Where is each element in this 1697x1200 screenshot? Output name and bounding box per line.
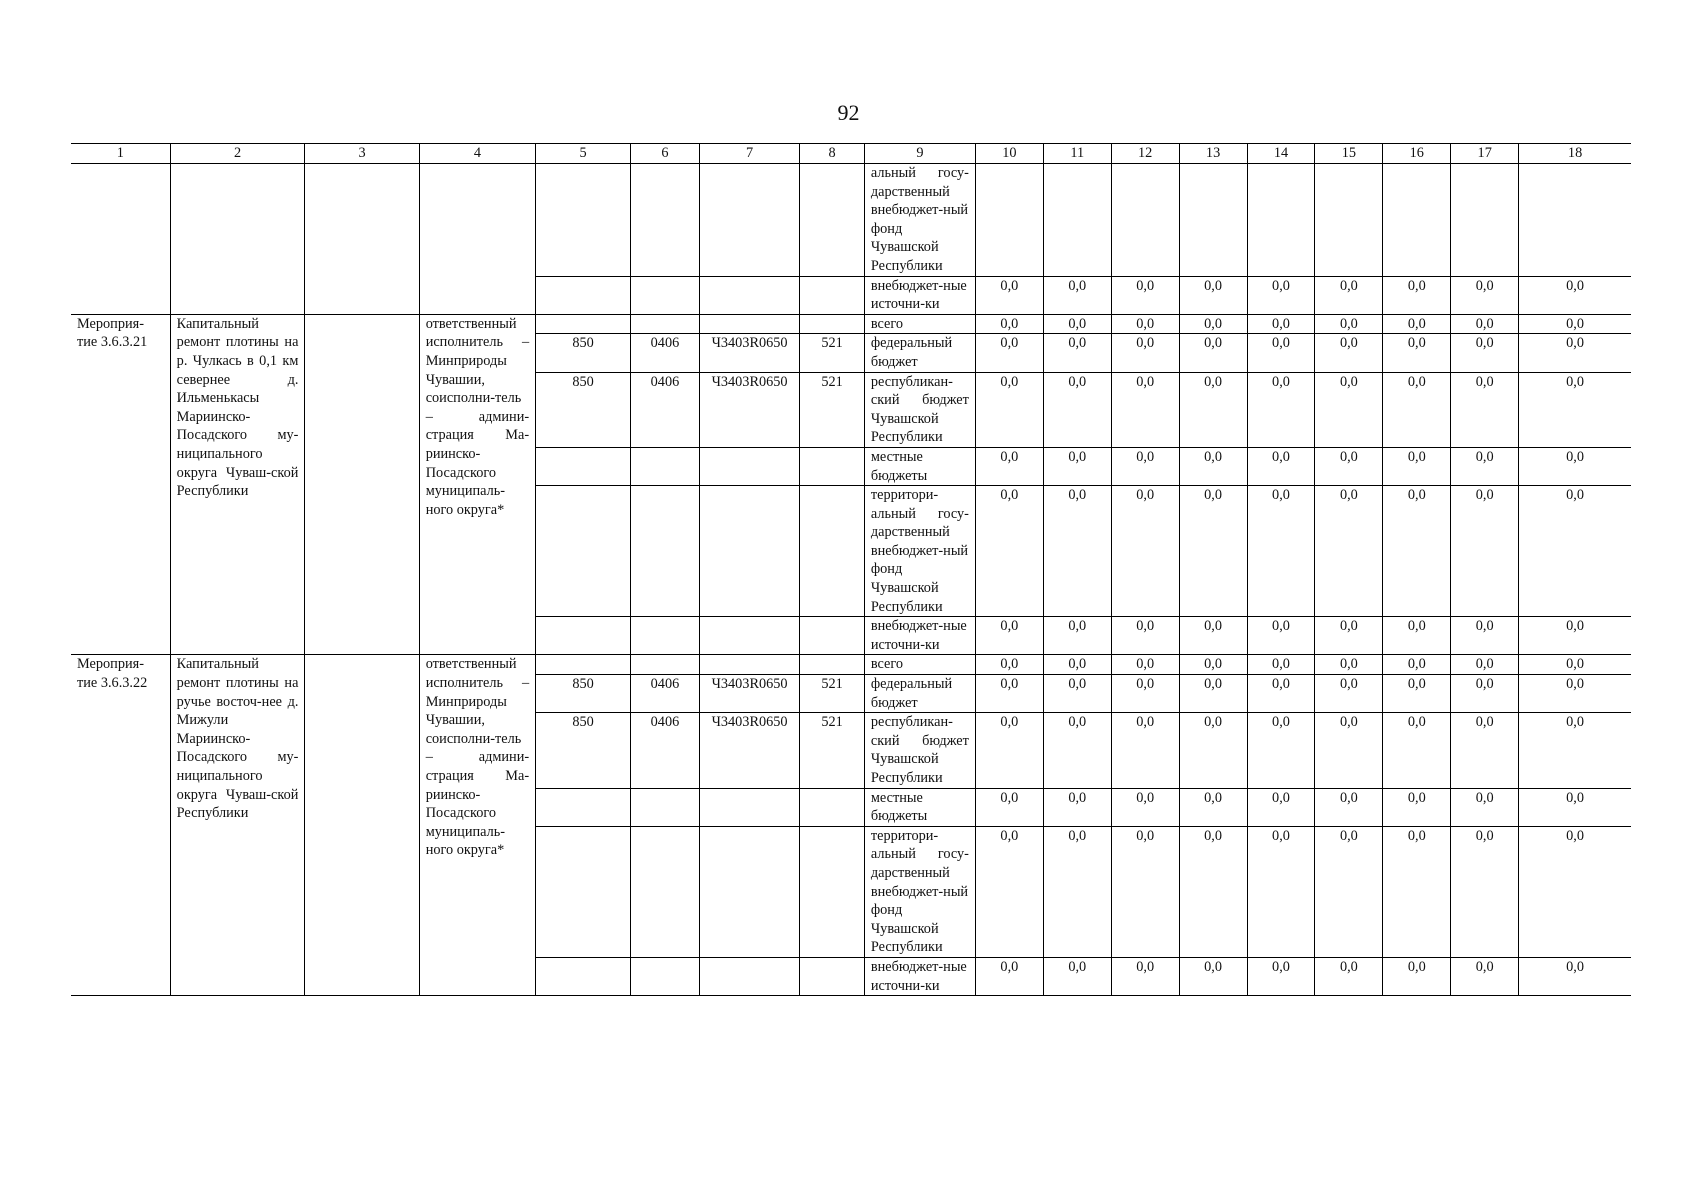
amount-cell: 0,0 (1179, 314, 1247, 334)
amount-cell: 0,0 (1179, 276, 1247, 314)
measure-name-cell: Капитальный ремонт плотины на р. Чулкась в 0,1 км севернее д. Ильменькасы Мариинско-Посадского му-ниципального округа Чуваш-ской Республики (170, 314, 305, 655)
funding-source-cell: территори-альный госу-дарственный внебюджет-ный фонд Чувашской Республики (864, 826, 975, 957)
measure-name-cell: Капитальный ремонт плотины на ручье восточ-нее д. Мижули Мариинско-Посадского му-ниципального округа Чуваш-ской Республики (170, 655, 305, 996)
amount-cell: 0,0 (1315, 826, 1383, 957)
amount-cell: 0,0 (1519, 447, 1631, 485)
column-number: 15 (1315, 144, 1383, 164)
amount-cell (1247, 164, 1315, 277)
amount-cell: 0,0 (1043, 372, 1111, 447)
amount-cell: 0,0 (1043, 314, 1111, 334)
amount-cell: 0,0 (1111, 617, 1179, 655)
amount-cell: 0,0 (1043, 957, 1111, 995)
amount-cell: 0,0 (1383, 655, 1451, 675)
amount-cell: 0,0 (1179, 713, 1247, 788)
amount-cell: 0,0 (1383, 334, 1451, 372)
amount-cell: 0,0 (1179, 655, 1247, 675)
amount-cell: 0,0 (1043, 826, 1111, 957)
amount-cell: 0,0 (1451, 617, 1519, 655)
budget-table (71, 143, 1631, 996)
expense-type-cell: 521 (800, 713, 865, 788)
measure-code-cell: Мероприя-тие 3.6.3.22 (71, 655, 170, 996)
expense-type-cell (800, 655, 865, 675)
expense-type-cell (800, 826, 865, 957)
amount-cell: 0,0 (975, 713, 1043, 788)
expense-type-cell: 521 (800, 675, 865, 713)
amount-cell: 0,0 (1043, 655, 1111, 675)
measure-code-cell (71, 164, 170, 315)
amount-cell: 0,0 (1451, 447, 1519, 485)
amount-cell: 0,0 (1179, 372, 1247, 447)
measure-name-cell (170, 164, 305, 315)
section-cell: 0406 (630, 713, 699, 788)
amount-cell: 0,0 (1043, 788, 1111, 826)
amount-cell: 0,0 (1247, 617, 1315, 655)
target-article-cell (699, 447, 799, 485)
amount-cell: 0,0 (1247, 334, 1315, 372)
section-cell (630, 826, 699, 957)
amount-cell: 0,0 (1519, 617, 1631, 655)
grbs-cell (536, 276, 631, 314)
grbs-cell (536, 957, 631, 995)
grbs-cell: 850 (536, 713, 631, 788)
amount-cell: 0,0 (1179, 447, 1247, 485)
target-article-cell (699, 164, 799, 277)
target-article-cell: Ч3403R0650 (699, 372, 799, 447)
funding-source-cell: федеральный бюджет (864, 334, 975, 372)
column-number: 6 (630, 144, 699, 164)
amount-cell: 0,0 (1111, 276, 1179, 314)
amount-cell: 0,0 (1315, 372, 1383, 447)
amount-cell: 0,0 (975, 655, 1043, 675)
column-number: 14 (1247, 144, 1315, 164)
amount-cell: 0,0 (1451, 957, 1519, 995)
amount-cell (1043, 164, 1111, 277)
amount-cell: 0,0 (975, 617, 1043, 655)
amount-cell: 0,0 (1315, 334, 1383, 372)
amount-cell: 0,0 (975, 372, 1043, 447)
amount-cell: 0,0 (975, 957, 1043, 995)
amount-cell: 0,0 (1247, 276, 1315, 314)
funding-source-cell: территори-альный госу-дарственный внебюджет-ный фонд Чувашской Республики (864, 486, 975, 617)
amount-cell: 0,0 (1519, 486, 1631, 617)
executor-cell (419, 164, 535, 315)
amount-cell: 0,0 (1519, 713, 1631, 788)
column-number: 9 (864, 144, 975, 164)
amount-cell: 0,0 (975, 675, 1043, 713)
amount-cell: 0,0 (1383, 617, 1451, 655)
funding-source-cell: внебюджет-ные источни-ки (864, 957, 975, 995)
amount-cell: 0,0 (975, 314, 1043, 334)
amount-cell: 0,0 (1519, 655, 1631, 675)
section-cell: 0406 (630, 372, 699, 447)
amount-cell (1315, 164, 1383, 277)
amount-cell: 0,0 (1383, 826, 1451, 957)
amount-cell: 0,0 (1383, 486, 1451, 617)
column-number: 18 (1519, 144, 1631, 164)
column-number: 16 (1383, 144, 1451, 164)
amount-cell: 0,0 (1519, 334, 1631, 372)
page-number: 92 (837, 100, 860, 125)
amount-cell: 0,0 (1247, 788, 1315, 826)
section-cell (630, 447, 699, 485)
amount-cell: 0,0 (1043, 617, 1111, 655)
section-cell (630, 788, 699, 826)
amount-cell: 0,0 (1383, 957, 1451, 995)
expense-type-cell (800, 788, 865, 826)
target-article-cell (699, 655, 799, 675)
target-article-cell (699, 486, 799, 617)
table-row (71, 655, 1631, 675)
amount-cell: 0,0 (1111, 372, 1179, 447)
amount-cell: 0,0 (1111, 826, 1179, 957)
column-number: 17 (1451, 144, 1519, 164)
expense-type-cell (800, 314, 865, 334)
amount-cell: 0,0 (1179, 788, 1247, 826)
amount-cell: 0,0 (1111, 957, 1179, 995)
table-row (71, 164, 1631, 277)
grbs-cell (536, 788, 631, 826)
grbs-cell: 850 (536, 372, 631, 447)
amount-cell: 0,0 (1179, 486, 1247, 617)
amount-cell (1383, 164, 1451, 277)
grbs-cell (536, 164, 631, 277)
grbs-cell (536, 314, 631, 334)
column-number: 13 (1179, 144, 1247, 164)
amount-cell: 0,0 (1519, 788, 1631, 826)
amount-cell: 0,0 (1315, 675, 1383, 713)
amount-cell: 0,0 (1451, 788, 1519, 826)
funding-source-cell: всего (864, 314, 975, 334)
amount-cell: 0,0 (1111, 675, 1179, 713)
table-body (71, 164, 1631, 996)
column-number: 3 (305, 144, 419, 164)
amount-cell: 0,0 (1315, 617, 1383, 655)
amount-cell: 0,0 (1111, 788, 1179, 826)
amount-cell: 0,0 (1383, 314, 1451, 334)
amount-cell: 0,0 (1383, 675, 1451, 713)
amount-cell: 0,0 (1451, 675, 1519, 713)
amount-cell: 0,0 (1315, 655, 1383, 675)
amount-cell: 0,0 (1043, 447, 1111, 485)
section-cell (630, 617, 699, 655)
grbs-cell (536, 826, 631, 957)
amount-cell: 0,0 (1179, 675, 1247, 713)
amount-cell: 0,0 (1179, 617, 1247, 655)
target-article-cell (699, 957, 799, 995)
amount-cell: 0,0 (1179, 334, 1247, 372)
amount-cell: 0,0 (1383, 447, 1451, 485)
amount-cell: 0,0 (1247, 655, 1315, 675)
amount-cell (1179, 164, 1247, 277)
amount-cell: 0,0 (1451, 655, 1519, 675)
amount-cell: 0,0 (1383, 713, 1451, 788)
amount-cell: 0,0 (1247, 957, 1315, 995)
amount-cell: 0,0 (1247, 372, 1315, 447)
column-number: 10 (975, 144, 1043, 164)
column-number: 2 (170, 144, 305, 164)
expense-type-cell (800, 486, 865, 617)
expense-type-cell (800, 447, 865, 485)
amount-cell: 0,0 (1383, 276, 1451, 314)
amount-cell: 0,0 (1519, 675, 1631, 713)
amount-cell: 0,0 (1519, 314, 1631, 334)
grbs-cell: 850 (536, 675, 631, 713)
funding-source-cell: федеральный бюджет (864, 675, 975, 713)
section-cell (630, 486, 699, 617)
amount-cell: 0,0 (1247, 713, 1315, 788)
target-article-cell: Ч3403R0650 (699, 334, 799, 372)
amount-cell: 0,0 (1247, 826, 1315, 957)
target-article-cell: Ч3403R0650 (699, 675, 799, 713)
amount-cell: 0,0 (1451, 314, 1519, 334)
amount-cell: 0,0 (975, 826, 1043, 957)
section-cell (630, 164, 699, 277)
amount-cell: 0,0 (1451, 713, 1519, 788)
amount-cell: 0,0 (1315, 957, 1383, 995)
expense-type-cell (800, 617, 865, 655)
funding-source-cell: республикан-ский бюджет Чувашской Республики (864, 372, 975, 447)
target-article-cell: Ч3403R0650 (699, 713, 799, 788)
target-article-cell (699, 276, 799, 314)
amount-cell: 0,0 (1315, 314, 1383, 334)
amount-cell: 0,0 (1043, 276, 1111, 314)
table-row (71, 314, 1631, 334)
amount-cell: 0,0 (1519, 957, 1631, 995)
amount-cell: 0,0 (1451, 276, 1519, 314)
amount-cell: 0,0 (1043, 675, 1111, 713)
expense-type-cell (800, 957, 865, 995)
amount-cell: 0,0 (1247, 314, 1315, 334)
amount-cell: 0,0 (1247, 447, 1315, 485)
amount-cell: 0,0 (1315, 788, 1383, 826)
column-number: 1 (71, 144, 170, 164)
amount-cell: 0,0 (975, 788, 1043, 826)
amount-cell: 0,0 (1043, 334, 1111, 372)
amount-cell: 0,0 (1383, 372, 1451, 447)
amount-cell: 0,0 (1519, 276, 1631, 314)
executor-cell: ответственный исполнитель – Минприроды Чувашии, соисполни-тель – админи-страция Ма-риинско-Посадского муниципаль-ного округа* (419, 314, 535, 655)
amount-cell: 0,0 (1179, 826, 1247, 957)
amount-cell: 0,0 (1451, 486, 1519, 617)
amount-cell: 0,0 (1247, 675, 1315, 713)
amount-cell: 0,0 (1111, 486, 1179, 617)
column-3-cell (305, 314, 419, 655)
amount-cell: 0,0 (975, 447, 1043, 485)
amount-cell: 0,0 (975, 276, 1043, 314)
funding-source-cell: местные бюджеты (864, 788, 975, 826)
amount-cell: 0,0 (1247, 486, 1315, 617)
funding-source-cell: местные бюджеты (864, 447, 975, 485)
grbs-cell (536, 486, 631, 617)
column-3-cell (305, 164, 419, 315)
section-cell (630, 957, 699, 995)
amount-cell (1519, 164, 1631, 277)
amount-cell: 0,0 (1043, 486, 1111, 617)
amount-cell: 0,0 (1519, 372, 1631, 447)
amount-cell: 0,0 (975, 486, 1043, 617)
section-cell: 0406 (630, 675, 699, 713)
funding-source-cell: республикан-ский бюджет Чувашской Республики (864, 713, 975, 788)
amount-cell: 0,0 (1111, 334, 1179, 372)
column-number: 5 (536, 144, 631, 164)
target-article-cell (699, 788, 799, 826)
expense-type-cell: 521 (800, 334, 865, 372)
target-article-cell (699, 826, 799, 957)
amount-cell: 0,0 (1043, 713, 1111, 788)
amount-cell: 0,0 (1315, 276, 1383, 314)
funding-source-cell: внебюджет-ные источни-ки (864, 276, 975, 314)
amount-cell: 0,0 (1519, 826, 1631, 957)
amount-cell: 0,0 (1315, 713, 1383, 788)
amount-cell (1111, 164, 1179, 277)
measure-code-cell: Мероприя-тие 3.6.3.21 (71, 314, 170, 655)
column-number-row (71, 144, 1631, 164)
amount-cell: 0,0 (1111, 314, 1179, 334)
amount-cell: 0,0 (1383, 788, 1451, 826)
amount-cell: 0,0 (1315, 486, 1383, 617)
amount-cell: 0,0 (1111, 713, 1179, 788)
column-number: 4 (419, 144, 535, 164)
expense-type-cell (800, 164, 865, 277)
funding-source-cell: всего (864, 655, 975, 675)
column-number: 11 (1043, 144, 1111, 164)
amount-cell: 0,0 (975, 334, 1043, 372)
section-cell: 0406 (630, 334, 699, 372)
amount-cell: 0,0 (1111, 655, 1179, 675)
amount-cell: 0,0 (1451, 826, 1519, 957)
amount-cell: 0,0 (1111, 447, 1179, 485)
amount-cell: 0,0 (1451, 334, 1519, 372)
grbs-cell (536, 655, 631, 675)
target-article-cell (699, 314, 799, 334)
grbs-cell (536, 617, 631, 655)
section-cell (630, 655, 699, 675)
grbs-cell: 850 (536, 334, 631, 372)
amount-cell (975, 164, 1043, 277)
expense-type-cell: 521 (800, 372, 865, 447)
column-number: 7 (699, 144, 799, 164)
section-cell (630, 314, 699, 334)
funding-source-cell: внебюджет-ные источни-ки (864, 617, 975, 655)
grbs-cell (536, 447, 631, 485)
column-number: 8 (800, 144, 865, 164)
expense-type-cell (800, 276, 865, 314)
amount-cell (1451, 164, 1519, 277)
column-3-cell (305, 655, 419, 996)
amount-cell: 0,0 (1179, 957, 1247, 995)
amount-cell: 0,0 (1451, 372, 1519, 447)
section-cell (630, 276, 699, 314)
target-article-cell (699, 617, 799, 655)
column-number: 12 (1111, 144, 1179, 164)
funding-source-cell: альный госу-дарственный внебюджет-ный фонд Чувашской Республики (864, 164, 975, 277)
executor-cell: ответственный исполнитель – Минприроды Чувашии, соисполни-тель – админи-страция Ма-риинско-Посадского муниципаль-ного округа* (419, 655, 535, 996)
amount-cell: 0,0 (1315, 447, 1383, 485)
